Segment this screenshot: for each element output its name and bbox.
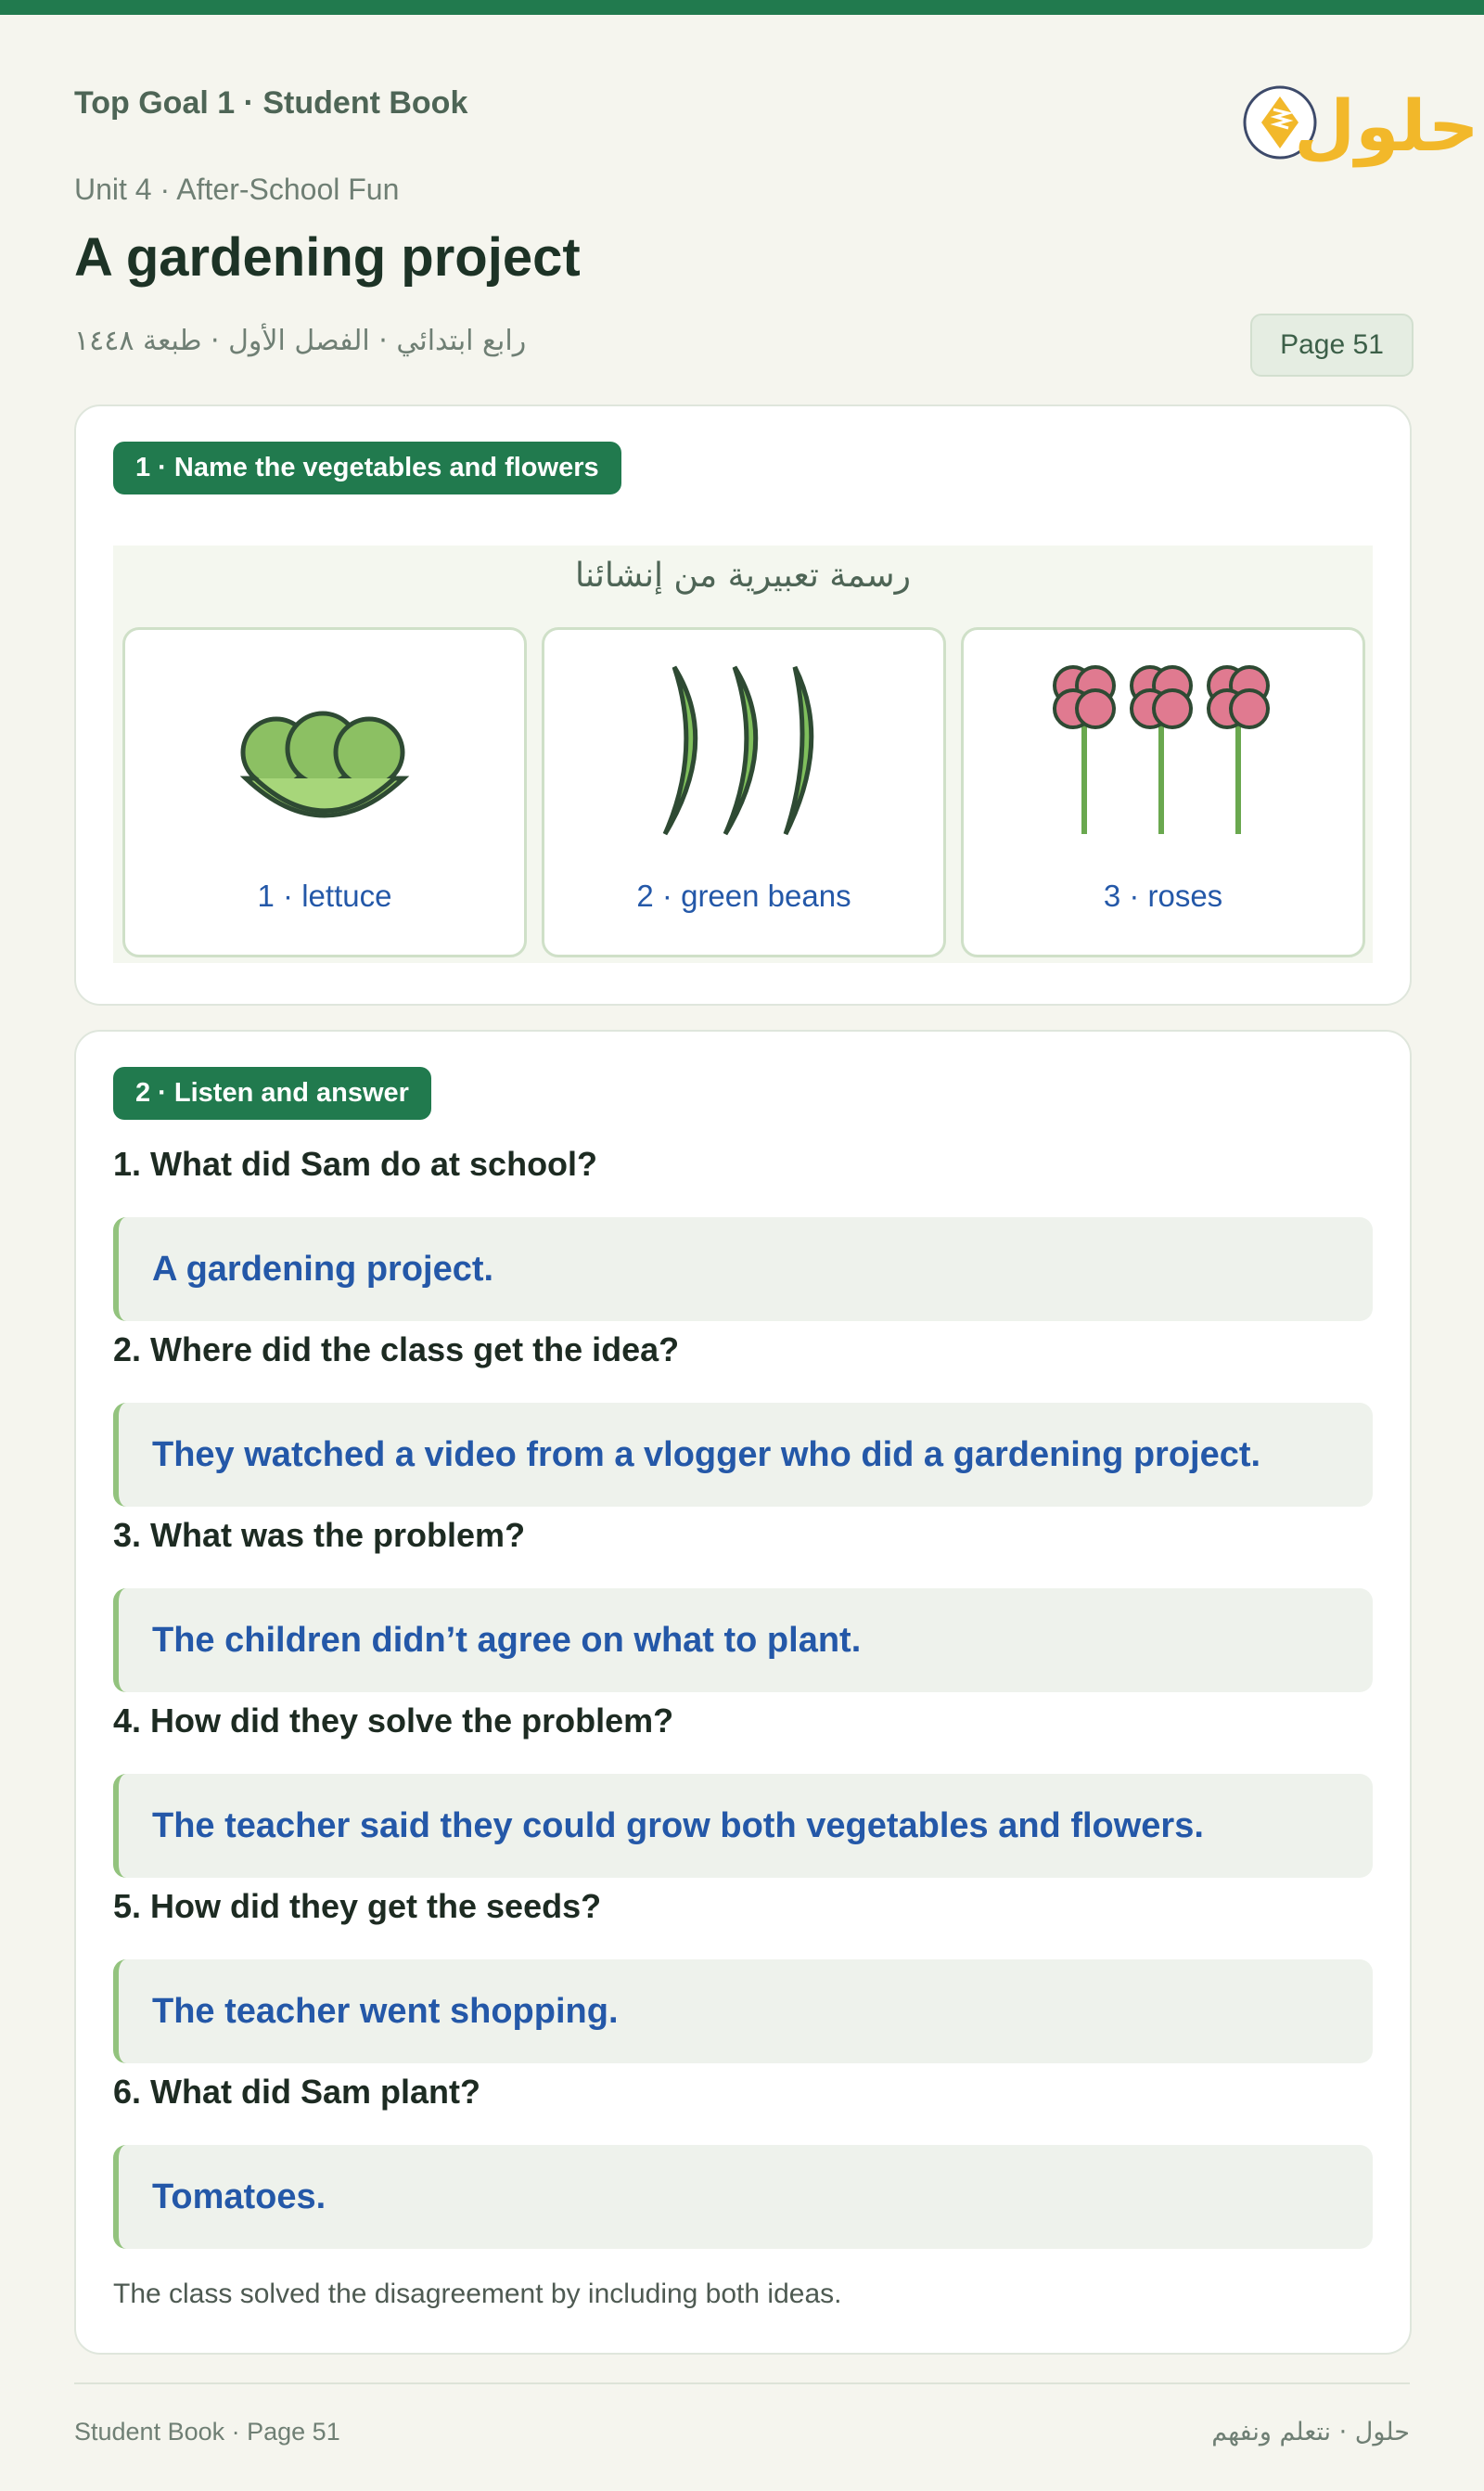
page-header [74,84,1479,167]
unit-subtitle: Unit 4 · After-School Fun [74,173,400,206]
question-4: 4. How did they solve the problem? [113,1701,674,1740]
question-3: 3. What was the problem? [113,1516,526,1554]
picture-card-roses [961,627,1365,957]
answer-5-text: The teacher went shopping. [152,1991,619,2031]
answer-2 [113,1403,1373,1507]
section-2-label: 2 · Listen and answer [113,1067,431,1120]
picture-label-roses: 3 · roses [1103,879,1223,913]
summary-note: The class solved the disagreement by including both ideas. [113,2279,842,2309]
question-1: 1. What did Sam do at school? [113,1145,598,1183]
picture-label-green-beans: 2 · green beans [636,879,851,913]
lettuce-icon [125,648,524,853]
answer-4 [113,1774,1373,1878]
section-1-label: 1 · Name the vegetables and flowers [113,442,621,494]
answer-5 [113,1959,1373,2063]
answer-2-text: They watched a video from a vlogger who did a gardening project. [152,1434,1261,1474]
footer-brand-tagline: حلول · نتعلم ونفهم [1211,2418,1410,2446]
question-5: 5. How did they get the seeds? [113,1887,602,1925]
question-6: 6. What did Sam plant? [113,2073,481,2111]
picture-label-lettuce: 1 · lettuce [257,879,392,913]
illustration-area [113,546,1373,963]
book-title: Top Goal 1 · Student Book [74,85,468,121]
top-accent-bar [0,0,1484,15]
section-vocabulary-card [74,404,1412,1006]
page-title: A gardening project [74,227,581,288]
answer-1-text: A gardening project. [152,1249,494,1289]
footer-divider [74,2382,1410,2384]
answer-1 [113,1217,1373,1321]
grade-meta-arabic: رابع ابتدائي · الفصل الأول · طبعة ١٤٤٨ [74,325,527,357]
answer-3-text: The children didn’t agree on what to plant. [152,1620,862,1660]
answer-3 [113,1588,1373,1692]
hulul-logo-icon [1164,58,1479,187]
svg-text:حلول: حلول [1294,84,1479,167]
picture-card-lettuce [122,627,527,957]
footer-page-label: Student Book · Page 51 [74,2418,340,2446]
roses-icon [964,648,1362,853]
answer-4-text: The teacher said they could grow both vegetables and flowers. [152,1805,1204,1845]
question-2: 2. Where did the class get the idea? [113,1330,680,1368]
illustration-caption: رسمة تعبيرية من إنشائنا [575,557,911,595]
picture-card-green-beans [542,627,946,957]
answer-6-text: Tomatoes. [152,2176,326,2216]
section-listen-answer-card [74,1030,1412,2355]
page-number-badge: Page 51 [1250,314,1414,377]
answer-6 [113,2145,1373,2249]
green-beans-icon [544,648,943,853]
